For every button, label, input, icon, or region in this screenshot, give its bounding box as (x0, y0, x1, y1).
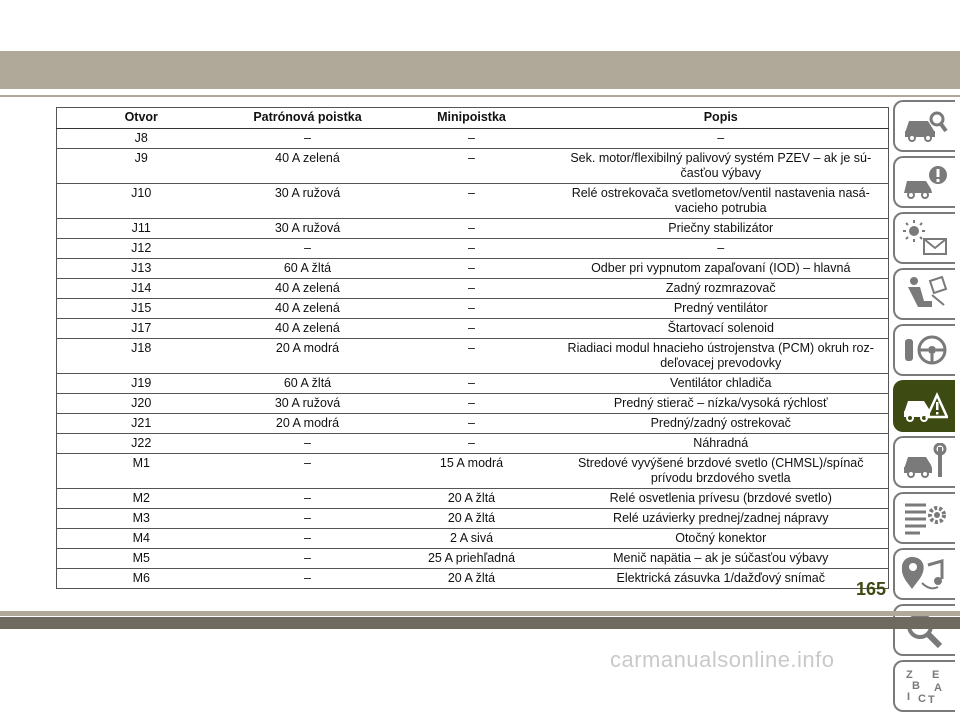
cell-description: Otočný konektor (554, 529, 889, 549)
table-row (57, 319, 889, 339)
cell-description: Štartovací solenoid (554, 319, 889, 339)
table-row (57, 374, 889, 394)
cell-cartridge-fuse: 40 A zelená (226, 279, 390, 299)
cell-description: Zadný rozmrazovač (554, 279, 889, 299)
cell-mini-fuse: – (390, 374, 554, 394)
index-letter: I (907, 691, 911, 703)
table-row (57, 394, 889, 414)
cell-description: Relé osvetlenia prívesu (brzdové svetlo) (554, 489, 889, 509)
cell-description: – (554, 239, 889, 259)
header-band (0, 51, 960, 89)
tab-specifications[interactable] (893, 492, 955, 544)
cell-mini-fuse: 20 A žltá (390, 489, 554, 509)
car-hazard-icon (902, 387, 948, 425)
cell-slot: J21 (57, 414, 226, 434)
cell-cartridge-fuse: – (226, 489, 390, 509)
tab-multimedia[interactable] (893, 548, 955, 600)
cell-description: Sek. motor/flexibilný palivový systém PZEV – ak je sú- časťou výbavy (554, 149, 889, 184)
cell-mini-fuse: – (390, 299, 554, 319)
index-letter: B (912, 680, 920, 692)
car-search-icon (902, 107, 948, 145)
cell-description: Odber pri vypnutom zapaľovaní (IOD) – hlavná (554, 259, 889, 279)
cell-mini-fuse: – (390, 184, 554, 219)
column-header-description: Popis (554, 108, 889, 129)
column-header-slot: Otvor (57, 108, 226, 129)
alphabetical-index-icon (902, 667, 948, 705)
footer-band (0, 611, 960, 616)
cell-description: Predný stierač – nízka/vysoká rýchlosť (554, 394, 889, 414)
table-row (57, 184, 889, 219)
cell-cartridge-fuse: – (226, 509, 390, 529)
cell-description: Predný/zadný ostrekovač (554, 414, 889, 434)
cell-mini-fuse: 20 A žltá (390, 569, 554, 589)
index-letter: E (932, 669, 940, 681)
cell-description: Relé ostrekovača svetlometov/ventil nastavenia nasá- vacieho potrubia (554, 184, 889, 219)
cell-cartridge-fuse: – (226, 529, 390, 549)
column-header-cartridge-fuse: Patrónová poistka (226, 108, 390, 129)
cell-slot: M6 (57, 569, 226, 589)
cell-cartridge-fuse: 30 A ružová (226, 184, 390, 219)
cell-mini-fuse: – (390, 239, 554, 259)
cell-slot: J15 (57, 299, 226, 319)
tab-seat-airbag[interactable] (893, 268, 955, 320)
header-rule (0, 95, 960, 97)
cell-slot: J18 (57, 339, 226, 374)
cell-cartridge-fuse: – (226, 549, 390, 569)
cell-slot: J20 (57, 394, 226, 414)
cell-description: Menič napätia – ak je súčasťou výbavy (554, 549, 889, 569)
specifications-gear-icon (902, 499, 948, 537)
cell-cartridge-fuse: – (226, 239, 390, 259)
tab-warning-messages[interactable] (893, 212, 955, 264)
cell-cartridge-fuse: 30 A ružová (226, 394, 390, 414)
cell-slot: J14 (57, 279, 226, 299)
table-row (57, 279, 889, 299)
seat-airbag-icon (902, 275, 948, 313)
cell-mini-fuse: 15 A modrá (390, 454, 554, 489)
start-steering-wheel-icon (902, 331, 948, 369)
cell-cartridge-fuse: 40 A zelená (226, 299, 390, 319)
cell-slot: J12 (57, 239, 226, 259)
table-header-row (57, 108, 889, 129)
watermark: carmanualsonline.info (610, 647, 835, 672)
car-service-wrench-icon (902, 443, 948, 481)
tab-car-search[interactable] (893, 100, 955, 152)
cell-mini-fuse: 2 A sivá (390, 529, 554, 549)
cell-description: Priečny stabilizátor (554, 219, 889, 239)
tab-car-info[interactable] (893, 156, 955, 208)
tab-start-driving[interactable] (893, 324, 955, 376)
cell-slot: J8 (57, 129, 226, 149)
cell-slot: J22 (57, 434, 226, 454)
cell-cartridge-fuse: – (226, 569, 390, 589)
table-row (57, 569, 889, 589)
cell-mini-fuse: – (390, 129, 554, 149)
cell-description: – (554, 129, 889, 149)
cell-slot: J10 (57, 184, 226, 219)
index-letter: Z (906, 669, 913, 681)
tab-emergency[interactable] (893, 380, 955, 432)
fuse-table-body (57, 129, 889, 589)
cell-mini-fuse: – (390, 319, 554, 339)
cell-description: Ventilátor chladiča (554, 374, 889, 394)
table-row (57, 149, 889, 184)
cell-mini-fuse: – (390, 259, 554, 279)
index-letter: T (928, 694, 935, 705)
cell-slot: M3 (57, 509, 226, 529)
cell-cartridge-fuse: 40 A zelená (226, 149, 390, 184)
table-row (57, 339, 889, 374)
cell-cartridge-fuse: – (226, 454, 390, 489)
cell-mini-fuse: – (390, 279, 554, 299)
cell-slot: J17 (57, 319, 226, 339)
column-header-mini-fuse: Minipoistka (390, 108, 554, 129)
cell-slot: M1 (57, 454, 226, 489)
cell-mini-fuse: – (390, 339, 554, 374)
cell-mini-fuse: 25 A priehľadná (390, 549, 554, 569)
cell-cartridge-fuse: 40 A zelená (226, 319, 390, 339)
cell-cartridge-fuse: – (226, 129, 390, 149)
table-row (57, 434, 889, 454)
car-info-icon (902, 163, 948, 201)
cell-description: Elektrická zásuvka 1/dažďový snímač (554, 569, 889, 589)
tab-service-maintenance[interactable] (893, 436, 955, 488)
warning-light-message-icon (902, 219, 948, 257)
fuse-table (56, 107, 889, 589)
cell-slot: M2 (57, 489, 226, 509)
cell-cartridge-fuse: – (226, 434, 390, 454)
tab-index[interactable] (893, 660, 955, 712)
table-row (57, 259, 889, 279)
cell-cartridge-fuse: 20 A modrá (226, 414, 390, 434)
table-row (57, 549, 889, 569)
cell-slot: J13 (57, 259, 226, 279)
cell-mini-fuse: – (390, 414, 554, 434)
cell-slot: M5 (57, 549, 226, 569)
table-row (57, 239, 889, 259)
table-row (57, 129, 889, 149)
footer-band-dark (0, 617, 960, 629)
cell-cartridge-fuse: 20 A modrá (226, 339, 390, 374)
cell-mini-fuse: – (390, 394, 554, 414)
table-row (57, 299, 889, 319)
table-row (57, 489, 889, 509)
cell-description: Náhradná (554, 434, 889, 454)
cell-description: Stredové vyvýšené brzdové svetlo (CHMSL)/spínač prívodu brzdového svetla (554, 454, 889, 489)
cell-mini-fuse: 20 A žltá (390, 509, 554, 529)
cell-cartridge-fuse: 60 A žltá (226, 374, 390, 394)
cell-slot: J19 (57, 374, 226, 394)
cell-mini-fuse: – (390, 149, 554, 184)
cell-slot: J9 (57, 149, 226, 184)
cell-mini-fuse: – (390, 434, 554, 454)
table-row (57, 414, 889, 434)
cell-cartridge-fuse: 60 A žltá (226, 259, 390, 279)
cell-slot: J11 (57, 219, 226, 239)
table-row (57, 509, 889, 529)
multimedia-icon (902, 555, 948, 593)
index-letter: A (934, 682, 942, 694)
index-letter: C (918, 693, 926, 705)
page-number: 165 (856, 579, 887, 599)
table-row (57, 529, 889, 549)
cell-description: Riadiaci modul hnacieho ústrojenstva (PCM) okruh roz- deľovacej prevodovky (554, 339, 889, 374)
cell-slot: M4 (57, 529, 226, 549)
table-row (57, 219, 889, 239)
table-row (57, 454, 889, 489)
cell-cartridge-fuse: 30 A ružová (226, 219, 390, 239)
cell-mini-fuse: – (390, 219, 554, 239)
cell-description: Predný ventilátor (554, 299, 889, 319)
cell-description: Relé uzávierky prednej/zadnej nápravy (554, 509, 889, 529)
